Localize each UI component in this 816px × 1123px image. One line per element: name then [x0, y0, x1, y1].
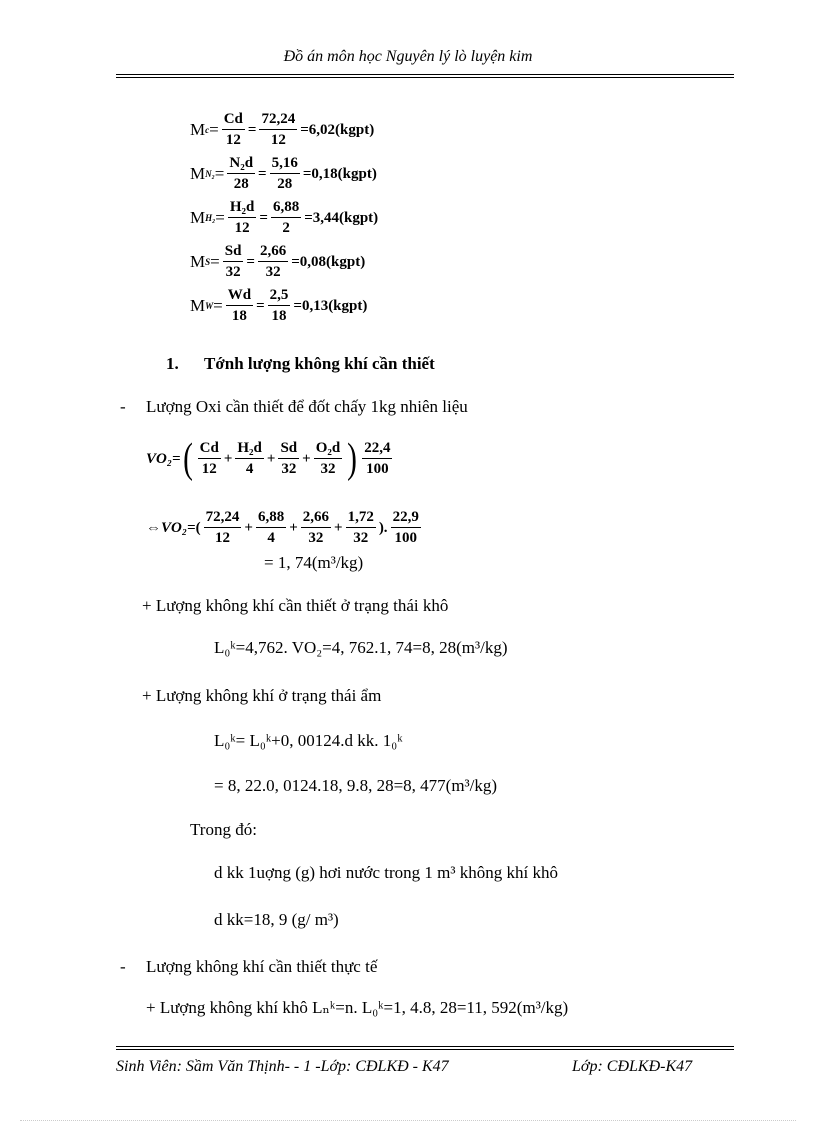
bullet-dash: -: [120, 397, 126, 416]
where-definition: d kk 1uợng (g) hơi nước trong 1 m³ không khí khô: [214, 863, 558, 882]
footer-class: Lớp: CĐLKĐ-K47: [572, 1058, 693, 1075]
page-edge: [20, 1120, 796, 1121]
oxygen-formula-numeric: ⇔ VO₂ =( $\frac{72,24}{12}$ + $\frac{6,88}{4}$ + $\frac{2,66}{32}$ + $\frac{1,72}{32}$ ). $\frac{22,9}{100}$: [146, 509, 419, 546]
dry-air-label: + Lượng không khí cần thiết ở trạng thái khô: [142, 596, 449, 615]
bullet-dash-2: -: [120, 957, 126, 976]
wet-air-result: = 8, 22.0, 0124.18, 9.8, 28=8, 477(m³/kg): [214, 776, 498, 795]
molar-n2: M N₂ = $\frac{\text{N₂d}}{28}$ = $\frac{5,16}{28}$ =0,18(kgpt): [190, 155, 377, 192]
section-title: Tớnh lượng không khí cần thiết: [204, 354, 435, 373]
bullet-actual: Lượng không khí cần thiết thực tế: [146, 957, 378, 976]
wet-air-label: + Lượng không khí ở trạng thái ẩm: [142, 686, 382, 705]
where-value: d kk=18, 9 (g/ m³): [214, 910, 339, 929]
footer-rule-1: [116, 1046, 734, 1047]
header-rule-1: [116, 74, 734, 75]
where-label: Trong đó:: [190, 820, 257, 839]
dry-air-equation: L₀ᵏ=4,762. VO₂=4, 762.1, 74=8, 28(m³/kg): [214, 638, 508, 657]
molar-w: M W = $\frac{Wd}{18}$ = $\frac{2,5}{18}$ =0,13(kgpt): [190, 287, 368, 324]
page-header: Đồ án môn học Nguyên lý lò luyện kim: [283, 48, 533, 65]
molar-s: M S = $\frac{Sd}{32}$ = $\frac{2,66}{32}$ =0,08(kgpt): [190, 243, 366, 280]
section-number: 1.: [166, 354, 179, 373]
actual-dry-air: + Lượng không khí khô Lₙᵏ=n. L₀ᵏ=1, 4.8, 28=11, 592(m³/kg): [146, 998, 569, 1017]
oxygen-formula: VO₂ = ( $\frac{Cd}{12}$ + $\frac{\text{H₂d}}{4}$ + $\frac{Sd}{32}$ + $\frac{\text{O₂d}}{32}$ ) $\frac{22,4}{100}$: [146, 436, 391, 482]
oxygen-result: = 1, 74(m³/kg): [264, 553, 364, 572]
wet-air-equation: L₀ᵏ= L₀ᵏ+0, 00124.d kk. 1₀ᵏ: [214, 731, 403, 750]
molar-h2: M H₂ = $\frac{\text{H₂d}}{12}$ = $\frac{6,88}{2}$ =3,44(kgpt): [190, 199, 379, 236]
footer-student: Sinh Viên: Sầm Văn Thịnh- - 1 -Lớp: CĐLKĐ - K47: [116, 1058, 449, 1075]
molar-c: M c = $\frac{Cd}{12}$ = $\frac{72,24}{12}$ =6,02(kgpt): [190, 111, 375, 148]
footer-rule-2: [116, 1049, 734, 1050]
header-rule-2: [116, 77, 734, 78]
bullet-oxygen: Lượng Oxi cần thiết để đốt chấy 1kg nhiên liệu: [146, 397, 468, 416]
